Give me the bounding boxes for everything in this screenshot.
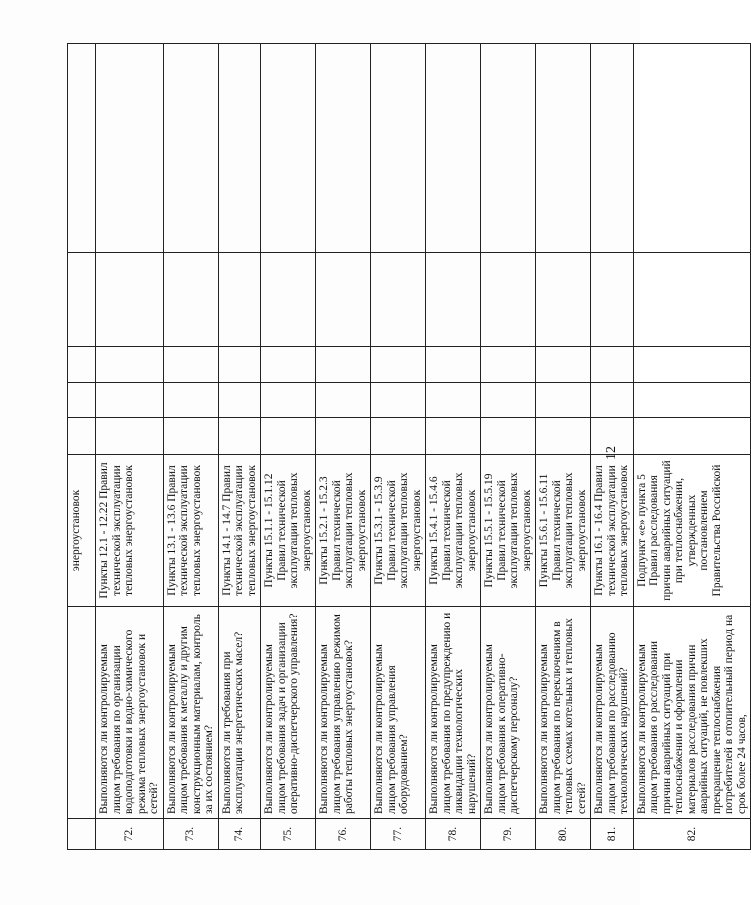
yes-cell bbox=[261, 418, 316, 455]
no-cell bbox=[218, 383, 261, 418]
extra-cell bbox=[218, 44, 261, 253]
row-question: Выполняются ли контролируемым лицом требования задач и организации оперативно-диспетчерского управления? bbox=[261, 607, 316, 819]
no-cell bbox=[68, 383, 96, 418]
comment-cell bbox=[633, 253, 751, 347]
not-applicable-cell bbox=[68, 347, 96, 383]
no-cell bbox=[426, 383, 481, 418]
no-cell bbox=[316, 383, 371, 418]
table-row bbox=[218, 44, 261, 850]
row-number: 77. bbox=[371, 819, 426, 850]
yes-cell bbox=[68, 418, 96, 455]
row-number: 75. bbox=[261, 819, 316, 850]
row-question: Выполняются ли контролируемым лицом требования к металлу и другим конструкционным материалам, контроль за их состоянием? bbox=[163, 607, 218, 819]
extra-cell bbox=[96, 44, 164, 253]
row-number: 81. bbox=[591, 819, 634, 850]
row-number: 80. bbox=[536, 819, 591, 850]
table-row bbox=[426, 44, 481, 850]
comment-cell bbox=[481, 253, 536, 347]
not-applicable-cell bbox=[163, 347, 218, 383]
comment-cell bbox=[68, 253, 96, 347]
row-number: 82. bbox=[633, 819, 751, 850]
not-applicable-cell bbox=[536, 347, 591, 383]
checklist-table bbox=[67, 43, 751, 850]
yes-cell bbox=[163, 418, 218, 455]
yes-cell bbox=[633, 418, 751, 455]
row-number: 76. bbox=[316, 819, 371, 850]
no-cell bbox=[371, 383, 426, 418]
row-number: 72. bbox=[96, 819, 164, 850]
number-cell bbox=[68, 819, 96, 850]
extra-cell bbox=[591, 44, 634, 253]
row-reference: Пункты 15.2.1 - 15.2.3 Правил технической эксплуатации тепловых энергоустановок bbox=[316, 455, 371, 607]
row-reference: Пункты 15.1.1 - 15.1.12 Правил технической эксплуатации тепловых энергоустановок bbox=[261, 455, 316, 607]
row-reference: Пункты 15.5.1 - 15.5.19 Правил технической эксплуатации тепловых энергоустановок bbox=[481, 455, 536, 607]
extra-cell bbox=[426, 44, 481, 253]
row-question: Выполняются ли контролируемым лицом требования по предупреждению и ликвидации технологических нарушений? bbox=[426, 607, 481, 819]
no-cell bbox=[96, 383, 164, 418]
not-applicable-cell bbox=[218, 347, 261, 383]
not-applicable-cell bbox=[96, 347, 164, 383]
comment-cell bbox=[96, 253, 164, 347]
row-reference: Пункты 15.3.1 - 15.3.9 Правил технической эксплуатации тепловых энергоустановок bbox=[371, 455, 426, 607]
row-number: 74. bbox=[218, 819, 261, 850]
comment-cell bbox=[218, 253, 261, 347]
row-number: 79. bbox=[481, 819, 536, 850]
no-cell bbox=[536, 383, 591, 418]
row-number: 78. bbox=[426, 819, 481, 850]
row-question: Выполняются ли контролируемым лицом требования по расследованию технологических нарушений? bbox=[591, 607, 634, 819]
yes-cell bbox=[316, 418, 371, 455]
comment-cell bbox=[536, 253, 591, 347]
table-row bbox=[371, 44, 426, 850]
continuation-row bbox=[68, 44, 96, 850]
comment-cell bbox=[426, 253, 481, 347]
yes-cell bbox=[481, 418, 536, 455]
not-applicable-cell bbox=[426, 347, 481, 383]
row-question: Выполняются ли контролируемым лицом требования по организации водоподготовки и водно-химического режима тепловых энергоустановок и сетей? bbox=[96, 607, 164, 819]
not-applicable-cell bbox=[633, 347, 751, 383]
row-question: Выполняются ли контролируемым лицом требования управления оборудованием? bbox=[371, 607, 426, 819]
yes-cell bbox=[218, 418, 261, 455]
row-reference: Пункты 14.1 - 14.7 Правил технической эксплуатации тепловых энергоустановок bbox=[218, 455, 261, 607]
row-question: Выполняются ли контролируемым лицом требования к оперативно-диспетчерскому персоналу? bbox=[481, 607, 536, 819]
row-question: Выполняются ли контролируемым лицом требования о расследовании причин аварийных ситуаций при теплоснабжении и оформлении материалов расследования причин аварийных ситуаций, не повлекших прекращение теплоснабжения потребителей в отопительный период на срок более 24 часов, bbox=[633, 607, 751, 819]
yes-cell bbox=[426, 418, 481, 455]
row-number: 73. bbox=[163, 819, 218, 850]
yes-cell bbox=[591, 418, 634, 455]
extra-cell bbox=[481, 44, 536, 253]
reference-cell: энергоустановок bbox=[68, 455, 96, 607]
not-applicable-cell bbox=[316, 347, 371, 383]
not-applicable-cell bbox=[481, 347, 536, 383]
extra-cell bbox=[536, 44, 591, 253]
table-row bbox=[261, 44, 316, 850]
row-reference: Пункты 16.1 - 16.4 Правил технической эксплуатации тепловых энергоустановок bbox=[591, 455, 634, 607]
row-reference: Пункты 15.6.1 - 15.6.11 Правил технической эксплуатации тепловых энергоустановок bbox=[536, 455, 591, 607]
comment-cell bbox=[261, 253, 316, 347]
no-cell bbox=[633, 383, 751, 418]
row-reference: Подпункт «е» пункта 5 Правил расследования причин аварийных ситуаций при теплоснабжении, утвержденных постановлением Правительства Российской bbox=[633, 455, 751, 607]
no-cell bbox=[163, 383, 218, 418]
comment-cell bbox=[591, 253, 634, 347]
question-cell bbox=[68, 607, 96, 819]
comment-cell bbox=[316, 253, 371, 347]
row-reference: Пункты 15.4.1 - 15.4.6 Правил технической эксплуатации тепловых энергоустановок bbox=[426, 455, 481, 607]
row-question: Выполняются ли контролируемым лицом требования по переключениям в тепловых схемах котельных и тепловых сетей? bbox=[536, 607, 591, 819]
yes-cell bbox=[536, 418, 591, 455]
table-row bbox=[591, 44, 634, 850]
table-row bbox=[536, 44, 591, 850]
not-applicable-cell bbox=[371, 347, 426, 383]
row-question: Выполняются ли требования при эксплуатации энергетических масел? bbox=[218, 607, 261, 819]
table-row bbox=[633, 44, 751, 850]
no-cell bbox=[261, 383, 316, 418]
extra-cell bbox=[68, 44, 96, 253]
row-reference: Пункты 13.1 - 13.6 Правил технической эксплуатации тепловых энергоустановок bbox=[163, 455, 218, 607]
rotated-table-container bbox=[67, 44, 748, 850]
row-question: Выполняются ли контролируемым лицом требования управлению режимом работы тепловых энергоустановок? bbox=[316, 607, 371, 819]
page-number: 12 bbox=[604, 446, 619, 460]
extra-cell bbox=[633, 44, 751, 253]
yes-cell bbox=[371, 418, 426, 455]
table-row bbox=[163, 44, 218, 850]
not-applicable-cell bbox=[261, 347, 316, 383]
no-cell bbox=[481, 383, 536, 418]
yes-cell bbox=[96, 418, 164, 455]
table-row bbox=[96, 44, 164, 850]
no-cell bbox=[591, 383, 634, 418]
extra-cell bbox=[316, 44, 371, 253]
table-row bbox=[316, 44, 371, 850]
row-reference: Пункты 12.1 - 12.22 Правил технической эксплуатации тепловых энергоустановок bbox=[96, 455, 164, 607]
extra-cell bbox=[261, 44, 316, 253]
table-row bbox=[481, 44, 536, 850]
comment-cell bbox=[163, 253, 218, 347]
comment-cell bbox=[371, 253, 426, 347]
not-applicable-cell bbox=[591, 347, 634, 383]
extra-cell bbox=[371, 44, 426, 253]
extra-cell bbox=[163, 44, 218, 253]
